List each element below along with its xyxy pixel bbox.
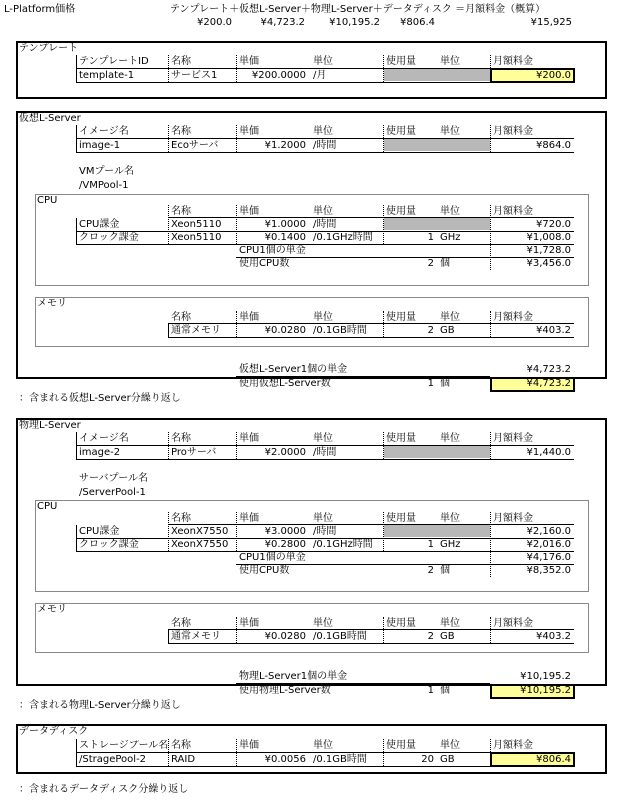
pserver-count: 1 [427, 685, 434, 696]
pserver-total: ¥10,195.2 [520, 685, 571, 696]
vserver-section-title: 仮想L-Server [19, 113, 81, 124]
pserver-count-label: 使用物理L-Server数 [239, 685, 331, 696]
row-rule [236, 376, 490, 377]
col-header-unit-price: 単価 [239, 513, 259, 524]
col-header-usage: 使用量 [386, 126, 416, 137]
col-header-storage-pool-name: ストレージプール名 [79, 740, 169, 751]
pserver-cpu-charge-label: CPU課金 [79, 526, 120, 537]
vserver-header-rule [76, 138, 574, 139]
page-title: L-Platform価格 [4, 4, 76, 15]
col-header-image-name: イメージ名 [79, 433, 129, 444]
col-divider [168, 512, 169, 551]
col-header-unit-price: 単価 [239, 206, 259, 217]
template-table-bottom-border [76, 82, 574, 83]
vserver-cpu-count-unit: 個 [440, 258, 450, 269]
vserver-cpu-total: ¥3,456.0 [526, 258, 571, 269]
template-id: template-1 [79, 70, 135, 81]
pserver-name: Proサーバ [171, 447, 217, 458]
vserver-mem-table-left [168, 323, 169, 337]
pserver-unit: /時間 [313, 447, 337, 458]
disk-usage: 20 [421, 754, 434, 765]
col-header-monthly-fee: 月額料金 [493, 618, 533, 629]
vserver-clock-price: ¥0.1400 [264, 232, 306, 243]
col-header-usage: 使用量 [386, 312, 416, 323]
pserver-clock-usage: 1 [427, 539, 434, 550]
vserver-clock-fee: ¥1,008.0 [526, 232, 571, 243]
row-rule [168, 337, 574, 338]
col-header-name: 名称 [171, 740, 191, 751]
vserver-mem-usage-unit: GB [440, 325, 455, 336]
vserver-cpu-count: 2 [427, 258, 434, 269]
vserver-cpu-usage-shade [384, 218, 490, 230]
col-header-monthly-fee: 月額料金 [493, 740, 533, 751]
col-divider [490, 739, 491, 752]
col-header-usage-unit: 単位 [440, 312, 460, 323]
vserver-total: ¥4,723.2 [526, 378, 571, 389]
pserver-cpu-table-left [76, 525, 77, 551]
disk-repeat-note: ：含まれるデータディスク分繰り返し [19, 784, 189, 795]
col-header-template-id: テンプレートID [79, 56, 149, 67]
vserver-unit: /時間 [313, 140, 337, 151]
col-header-monthly-fee: 月額料金 [493, 56, 533, 67]
col-header-usage: 使用量 [386, 513, 416, 524]
pserver-cpu-usage-shade [384, 525, 490, 537]
col-header-usage-unit: 単位 [440, 618, 460, 629]
col-header-name: 名称 [171, 56, 191, 67]
col-header-usage-unit: 単位 [440, 126, 460, 137]
pserver-unit-label: 物理L-Server1個の単金 [239, 671, 348, 682]
vm-pool-label: VMプール名 [79, 166, 134, 177]
disk-header-rule [76, 752, 490, 753]
col-header-usage-unit: 単位 [440, 206, 460, 217]
pserver-cpu-count-unit: 個 [440, 565, 450, 576]
header-template-total: ¥200.0 [197, 17, 232, 28]
vserver-cpu-unit-label: CPU1個の単金 [239, 245, 306, 256]
vserver-count-label: 使用仮想L-Server数 [239, 378, 331, 389]
vserver-memory-title: メモリ [37, 298, 67, 309]
col-header-usage-unit: 単位 [440, 433, 460, 444]
pserver-section-title: 物理L-Server [19, 420, 81, 431]
pserver-cpu-charge-name: XeonX7550 [171, 526, 229, 537]
disk-section-title: データディスク [19, 726, 89, 737]
col-header-usage: 使用量 [386, 206, 416, 217]
col-header-unit: 単位 [313, 56, 333, 67]
col-header-unit: 単位 [313, 513, 333, 524]
vm-pool-value: /VMPool-1 [79, 180, 129, 191]
pserver-repeat-note: ：含まれる物理L-Server分繰り返し [19, 700, 181, 711]
pserver-cpu-count: 2 [427, 565, 434, 576]
vserver-cpu-table-left [76, 218, 77, 244]
col-header-name: 名称 [171, 513, 191, 524]
col-header-image-name: イメージ名 [79, 126, 129, 137]
col-header-unit: 単位 [313, 618, 333, 629]
col-header-usage: 使用量 [386, 618, 416, 629]
template-usage-shade [384, 69, 490, 81]
pserver-cpu-unit-value: ¥4,176.0 [526, 552, 571, 563]
col-header-name: 名称 [171, 618, 191, 629]
col-header-name: 名称 [171, 312, 191, 323]
pserver-clock-name: XeonX7550 [171, 539, 229, 550]
vserver-clock-label: クロック課金 [79, 232, 139, 243]
pserver-unit-value: ¥10,195.2 [520, 671, 571, 682]
header-monthly-total: ¥15,925 [530, 17, 572, 28]
col-header-usage-unit: 単位 [440, 740, 460, 751]
col-divider [168, 205, 169, 244]
pserver-memory-title: メモリ [37, 604, 67, 615]
disk-pool: /StragePool-2 [79, 754, 147, 765]
pserver-clock-label: クロック課金 [79, 539, 139, 550]
vserver-table-bottom-border [76, 152, 574, 153]
pserver-cpu-total: ¥8,352.0 [526, 565, 571, 576]
header-pserver-total: ¥10,195.2 [329, 17, 380, 28]
col-header-unit: 単位 [313, 126, 333, 137]
pserver-clock-price: ¥0.2800 [264, 539, 306, 550]
col-header-unit: 単位 [313, 206, 333, 217]
disk-unit: /0.1GB時間 [313, 754, 367, 765]
pserver-count-unit: 個 [440, 685, 450, 696]
col-header-monthly-fee: 月額料金 [493, 513, 533, 524]
col-header-unit-price: 単価 [239, 618, 259, 629]
template-header-rule [76, 68, 490, 69]
vserver-cpu-charge-name: Xeon5110 [171, 219, 222, 230]
vserver-count: 1 [427, 378, 434, 389]
vserver-cpu-charge-unit: /時間 [313, 219, 337, 230]
vserver-clock-usage-unit: GHz [440, 232, 461, 243]
pserver-mem-fee: ¥403.2 [536, 631, 571, 642]
pserver-usage-shade [384, 446, 490, 458]
col-divider [168, 432, 169, 459]
vserver-count-unit: 個 [440, 378, 450, 389]
col-header-usage-unit: 単位 [440, 56, 460, 67]
row-rule [168, 643, 574, 644]
pserver-price: ¥2.0000 [264, 447, 306, 458]
col-divider [490, 55, 491, 68]
col-header-monthly-fee: 月額料金 [493, 206, 533, 217]
vserver-cpu-title: CPU [37, 195, 58, 206]
vserver-cpu-charge-fee: ¥720.0 [536, 219, 571, 230]
vserver-cpu-unit-value: ¥1,728.0 [526, 245, 571, 256]
col-header-unit-price: 単価 [239, 433, 259, 444]
row-rule [236, 683, 490, 684]
col-header-name: 名称 [171, 433, 191, 444]
template-name: サービス1 [171, 70, 218, 81]
pserver-mem-name: 通常メモリ [171, 631, 221, 642]
disk-table-bottom-border [76, 766, 574, 767]
server-pool-value: /ServerPool-1 [79, 487, 146, 498]
col-header-usage-unit: 単位 [440, 513, 460, 524]
pserver-clock-unit: /0.1GHz時間 [313, 539, 373, 550]
pserver-table-bottom-border [76, 459, 574, 460]
vserver-price: ¥1.2000 [264, 140, 306, 151]
template-price: ¥200.0000 [251, 70, 306, 81]
col-divider [383, 432, 384, 459]
vserver-mem-name: 通常メモリ [171, 325, 221, 336]
vserver-fee: ¥864.0 [536, 140, 571, 151]
col-header-unit-price: 単価 [239, 126, 259, 137]
vserver-unit-label: 仮想L-Server1個の単金 [239, 364, 348, 375]
col-header-monthly-fee: 月額料金 [493, 312, 533, 323]
vserver-usage-shade [384, 139, 490, 151]
template-fee: ¥200.0 [536, 70, 571, 81]
col-header-unit: 単位 [313, 740, 333, 751]
vserver-name: Ecoサーバ [171, 140, 219, 151]
pserver-clock-usage-unit: GHz [440, 539, 461, 550]
col-header-monthly-fee: 月額料金 [493, 433, 533, 444]
pserver-cpu-title: CPU [37, 501, 58, 512]
disk-fee: ¥806.4 [536, 754, 571, 765]
vserver-cpu-charge-label: CPU課金 [79, 219, 120, 230]
pserver-cpu-charge-fee: ¥2,160.0 [526, 526, 571, 537]
vserver-mem-unit: /0.1GB時間 [313, 325, 367, 336]
template-unit: /月 [313, 70, 327, 81]
col-divider [168, 125, 169, 152]
col-divider [383, 55, 384, 82]
col-header-unit-price: 単価 [239, 312, 259, 323]
col-header-monthly-fee: 月額料金 [493, 126, 533, 137]
vserver-cpu-charge-price: ¥1.0000 [264, 219, 306, 230]
pserver-mem-unit: /0.1GB時間 [313, 631, 367, 642]
col-header-unit-price: 単価 [239, 740, 259, 751]
col-header-unit: 単位 [313, 433, 333, 444]
col-header-usage: 使用量 [386, 56, 416, 67]
col-divider [383, 125, 384, 152]
vserver-image: image-1 [79, 140, 121, 151]
pserver-cpu-count-label: 使用CPU数 [239, 565, 290, 576]
template-section-title: テンプレート [19, 43, 79, 54]
col-header-unit: 単位 [313, 312, 333, 323]
vserver-clock-usage: 1 [427, 232, 434, 243]
pserver-clock-fee: ¥2,016.0 [526, 539, 571, 550]
col-divider [168, 55, 169, 82]
pserver-mem-usage: 2 [427, 631, 434, 642]
disk-usage-unit: GB [440, 754, 455, 765]
header-vserver-total: ¥4,723.2 [260, 17, 305, 28]
vserver-cpu-count-label: 使用CPU数 [239, 258, 290, 269]
header-disk-total: ¥806.4 [400, 17, 435, 28]
pserver-cpu-charge-unit: /時間 [313, 526, 337, 537]
pserver-cpu-charge-price: ¥3.0000 [264, 526, 306, 537]
pserver-header-rule [76, 445, 574, 446]
vserver-mem-price: ¥0.0280 [264, 325, 306, 336]
col-header-unit-price: 単価 [239, 56, 259, 67]
pserver-mem-usage-unit: GB [440, 631, 455, 642]
vserver-unit-value: ¥4,723.2 [526, 364, 571, 375]
pserver-mem-table-left [168, 629, 169, 643]
price-formula: テンプレート＋仮想L-Server＋物理L-Server＋データディスク ＝月額料金（概算） [170, 4, 546, 15]
disk-price: ¥0.0056 [264, 754, 306, 765]
vserver-mem-fee: ¥403.2 [536, 325, 571, 336]
vserver-clock-name: Xeon5110 [171, 232, 222, 243]
vserver-clock-unit: /0.1GHz時間 [313, 232, 373, 243]
pserver-mem-price: ¥0.0280 [264, 631, 306, 642]
col-header-name: 名称 [171, 206, 191, 217]
disk-name: RAID [171, 754, 196, 765]
vserver-repeat-note: ：含まれる仮想L-Server分繰り返し [19, 393, 181, 404]
col-header-usage: 使用量 [386, 433, 416, 444]
pserver-cpu-unit-label: CPU1個の単金 [239, 552, 306, 563]
col-header-name: 名称 [171, 126, 191, 137]
pserver-fee: ¥1,440.0 [526, 447, 571, 458]
vserver-mem-usage: 2 [427, 325, 434, 336]
server-pool-label: サーバプール名 [79, 473, 148, 484]
col-header-usage: 使用量 [386, 740, 416, 751]
pserver-image: image-2 [79, 447, 121, 458]
